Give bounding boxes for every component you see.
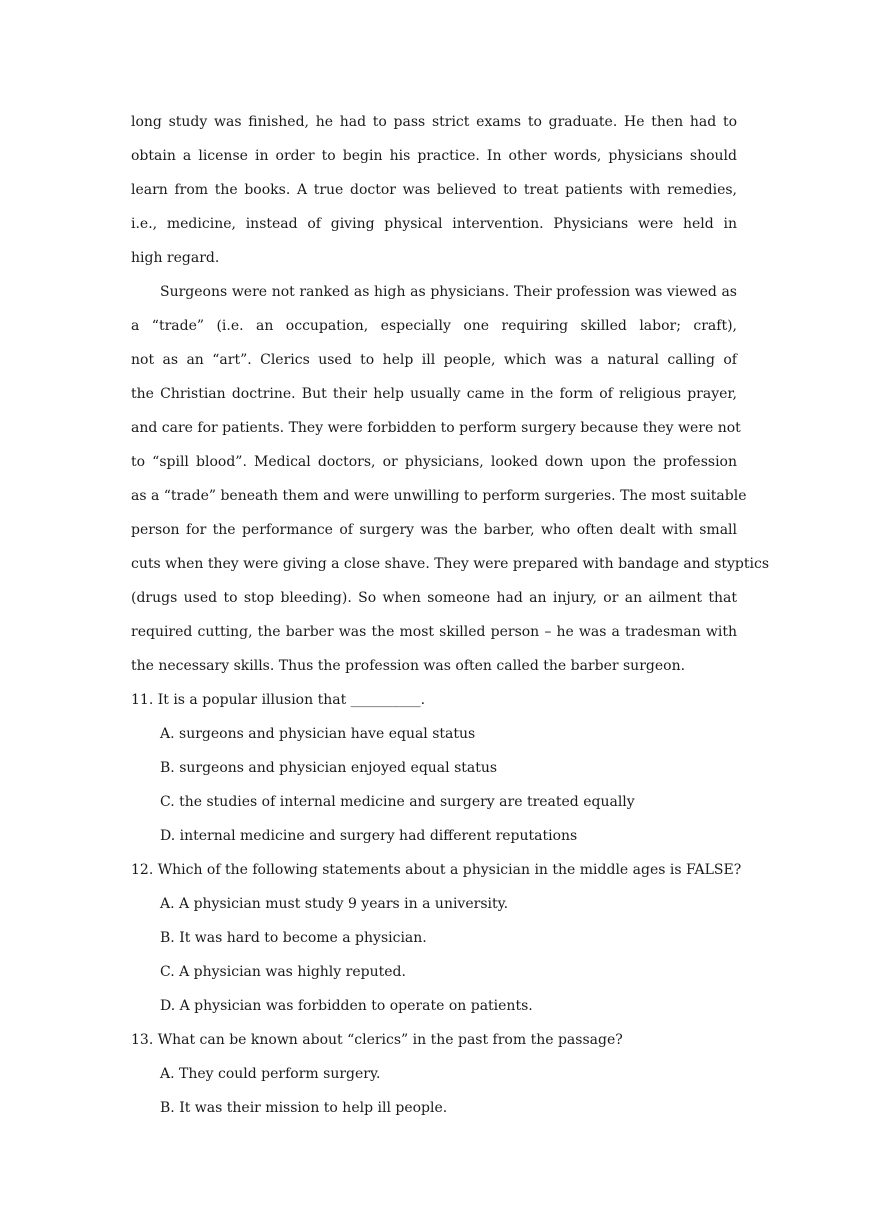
paragraph-line: person for the performance of surgery was the barber, who often dealt with small <box>131 522 737 538</box>
paragraph-1 <box>131 105 737 275</box>
paragraph-line: obtain a license in order to begin his practice. In other words, physicians should <box>131 148 737 164</box>
question-stem: 12. Which of the following statements about a physician in the middle ages is FALSE? <box>131 862 742 878</box>
paragraph-line: not as an “art”. Clerics used to help ill people, which was a natural calling of <box>131 352 737 368</box>
paragraph-line: i.e., medicine, instead of giving physical intervention. Physicians were held in <box>131 216 737 232</box>
paragraph-line: Surgeons were not ranked as high as physicians. Their profession was viewed as <box>160 284 737 300</box>
question-stem: 11. It is a popular illusion that __________. <box>131 692 426 708</box>
question-13 <box>131 1023 737 1125</box>
paragraph-line: as a “trade” beneath them and were unwilling to perform surgeries. The most suitable <box>131 488 747 504</box>
answer-option: A. They could perform surgery. <box>160 1066 381 1082</box>
answer-option: A. surgeons and physician have equal status <box>160 726 476 742</box>
paragraph-line: (drugs used to stop bleeding). So when someone had an injury, or an ailment that <box>131 590 737 606</box>
answer-option: B. It was their mission to help ill people. <box>160 1100 448 1116</box>
answer-option: B. surgeons and physician enjoyed equal status <box>160 760 498 776</box>
paragraph-line: learn from the books. A true doctor was believed to treat patients with remedies, <box>131 182 737 198</box>
answer-option: A. A physician must study 9 years in a university. <box>160 896 509 912</box>
paragraph-line: high regard. <box>131 250 220 266</box>
answer-option: C. the studies of internal medicine and surgery are treated equally <box>160 794 635 810</box>
paragraph-line: required cutting, the barber was the most skilled person – he was a tradesman with <box>131 624 737 640</box>
question-11 <box>131 683 737 853</box>
document-page <box>131 105 770 1125</box>
answer-option: B. It was hard to become a physician. <box>160 930 427 946</box>
paragraph-line: and care for patients. They were forbidden to perform surgery because they were not <box>131 420 741 436</box>
question-stem: 13. What can be known about “clerics” in the past from the passage? <box>131 1032 623 1048</box>
question-12 <box>131 853 742 1023</box>
answer-option: C. A physician was highly reputed. <box>160 964 406 980</box>
paragraph-line: to “spill blood”. Medical doctors, or physicians, looked down upon the profession <box>131 454 737 470</box>
paragraph-line: the necessary skills. Thus the profession was often called the barber surgeon. <box>131 658 686 674</box>
answer-option: D. internal medicine and surgery had different reputations <box>160 828 578 844</box>
paragraph-line: a “trade” (i.e. an occupation, especially one requiring skilled labor; craft), <box>131 318 737 334</box>
answer-option: D. A physician was forbidden to operate on patients. <box>160 998 533 1014</box>
paragraph-line: cuts when they were giving a close shave. They were prepared with bandage and styptics <box>131 556 770 572</box>
paragraph-2 <box>131 275 770 683</box>
paragraph-line: long study was finished, he had to pass strict exams to graduate. He then had to <box>131 114 737 130</box>
paragraph-line: the Christian doctrine. But their help usually came in the form of religious prayer, <box>131 386 737 402</box>
